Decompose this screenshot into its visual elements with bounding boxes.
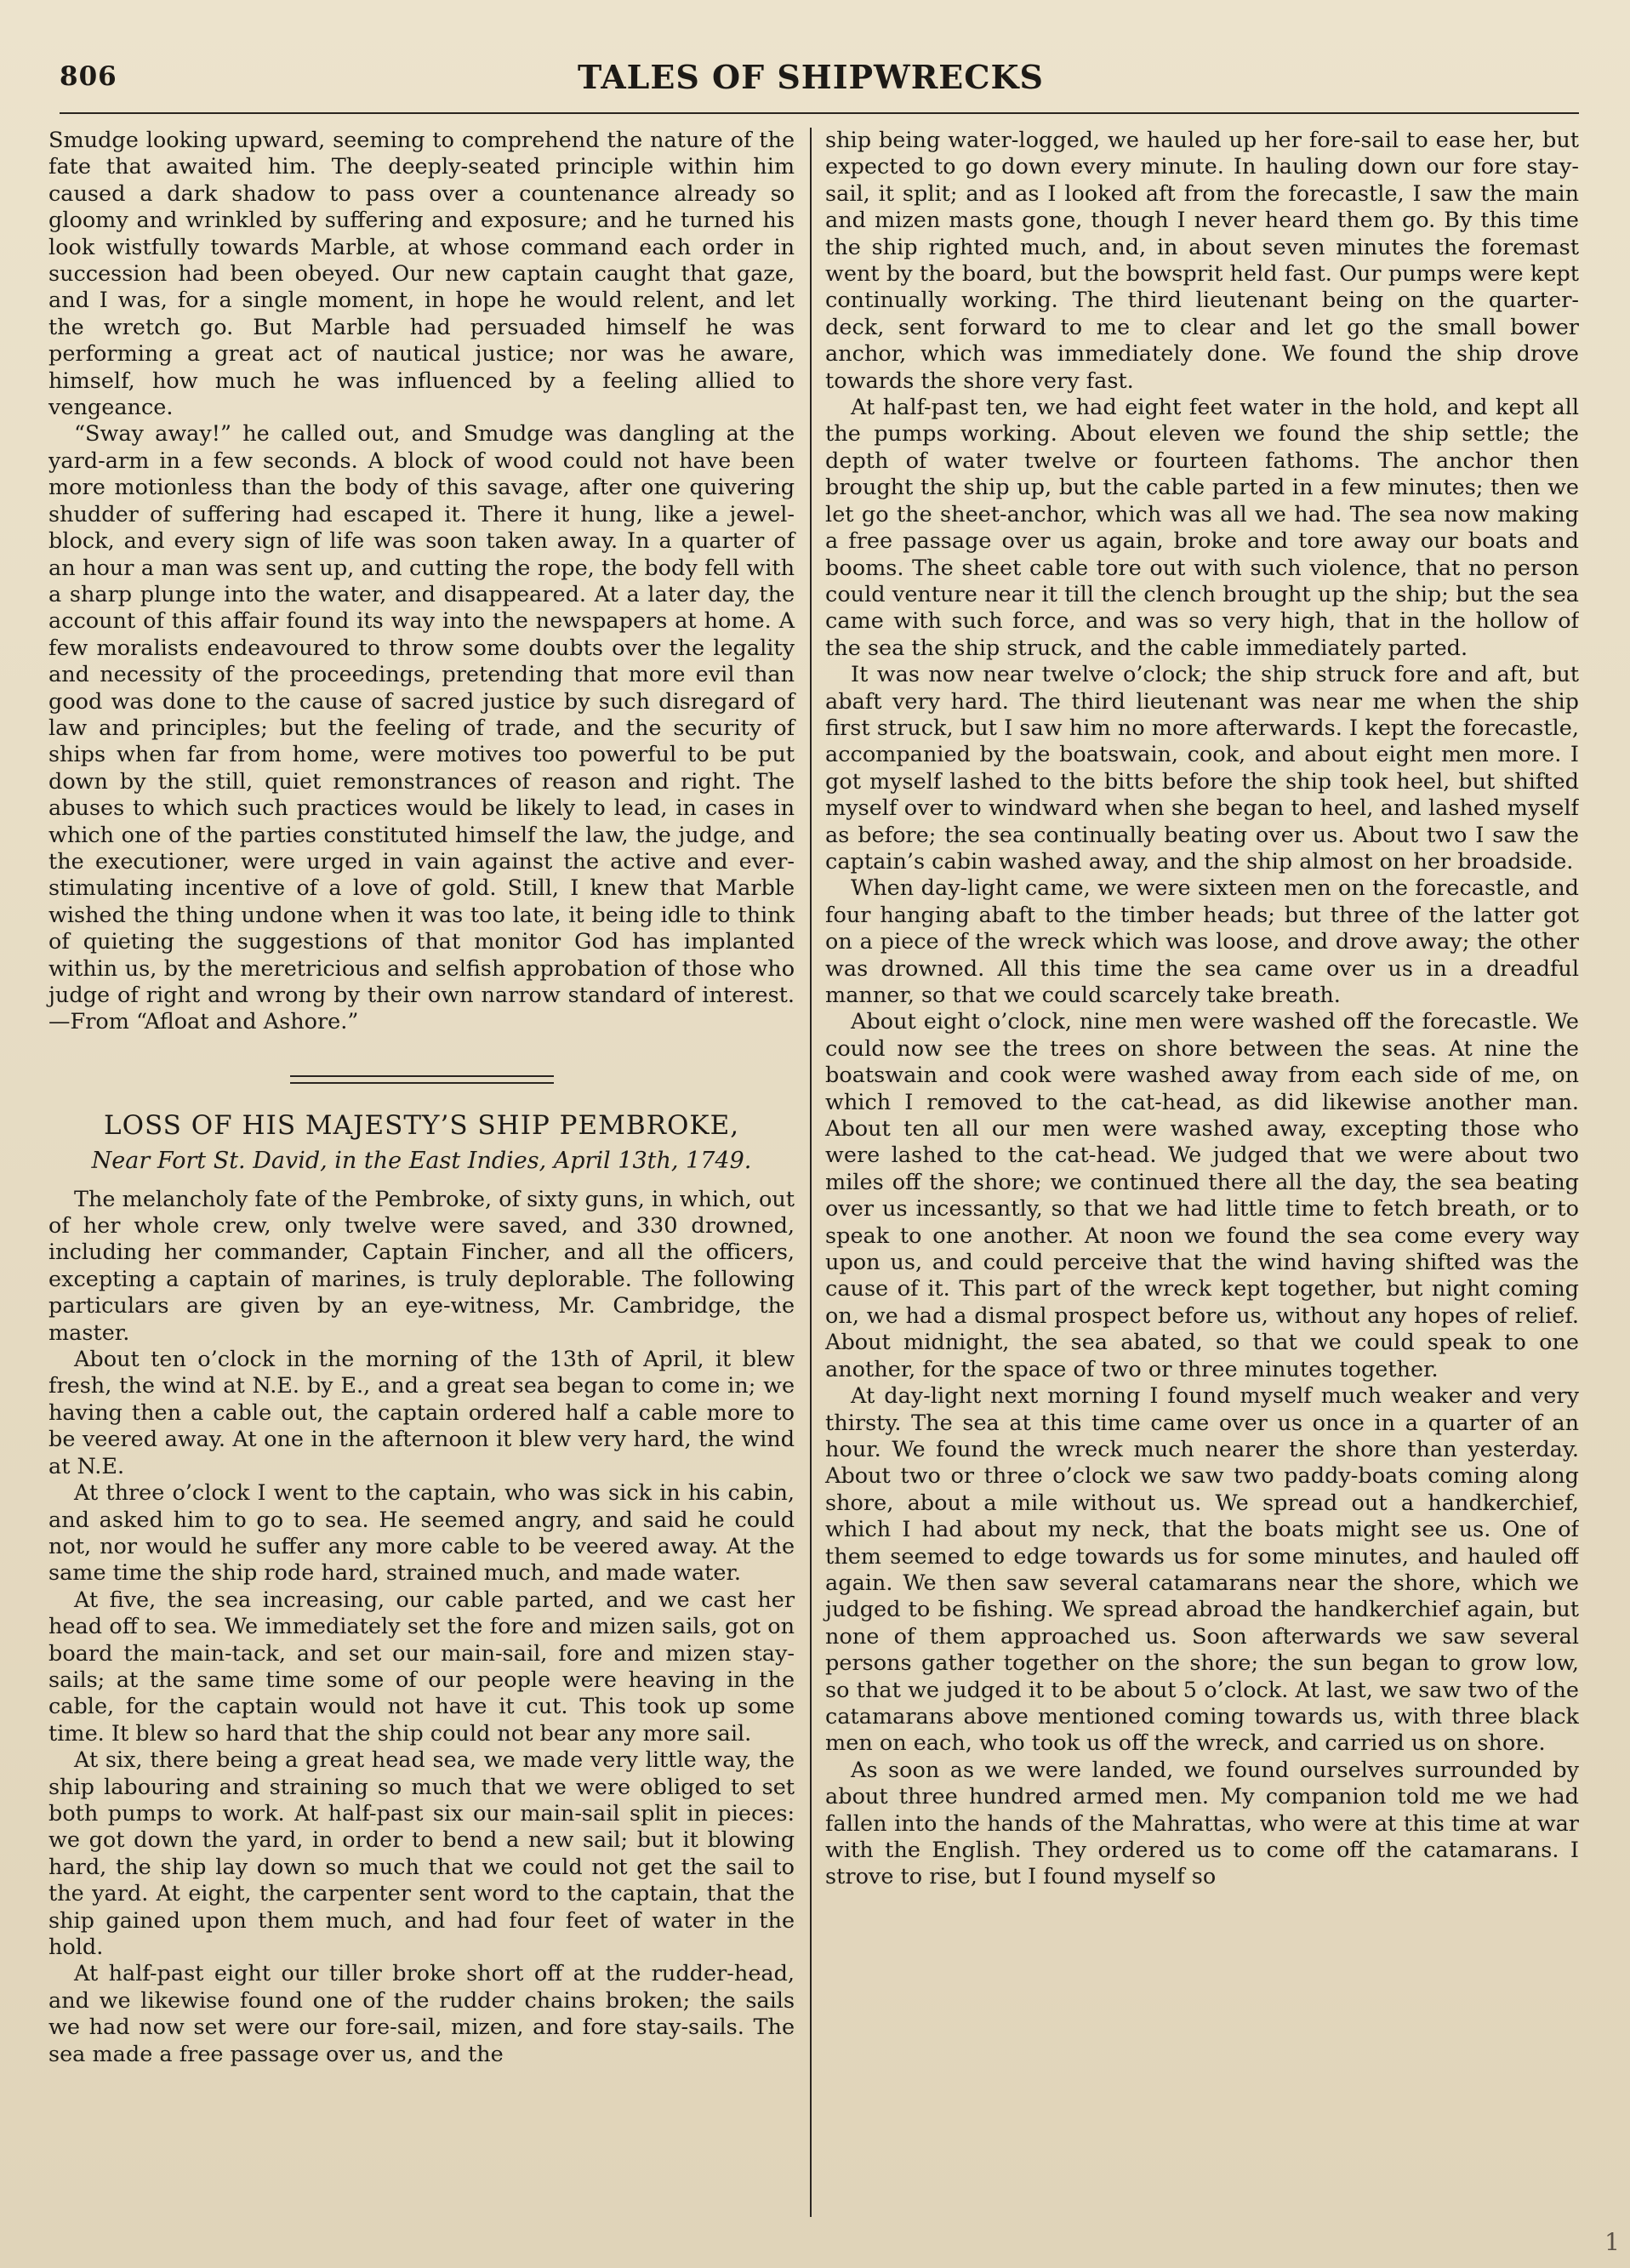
- page-number: 806: [60, 61, 117, 92]
- paragraph: At half-past ten, we had eight feet water in the hold, and kept all the pumps working. About eleven we found the ship settle; the depth of water twelve or fourteen fathoms. The anchor then brought the ship up, but the cable parted in a few minutes; then we let go the sheet-anchor, which was all we had. The sea now making a free passage over us again, broke and tore away our boats and booms. The sheet cable tore out with such violence, that no person could venture near it till the clench brought up the ship; but the sea came with such force, and was so very high, that in the hollow of the sea the ship struck, and the cable immediately parted.: [825, 395, 1579, 661]
- paragraph: When day-light came, we were sixteen men on the forecastle, and four hanging abaft to the timber heads; but three of the latter got on a piece of the wreck which was loose, and drove away; the other was drowned. All this time the sea came over us in a dreadful manner, so that we could scarcely take breath.: [825, 875, 1579, 1008]
- paragraph: At five, the sea increasing, our cable parted, and we cast her head off to sea. We immediately set the fore and mizen sails, got on board the main-tack, and set our main-sail, fore and mizen stay-sails; at the same time some of our people were heaving in the cable, for the captain would not have it cut. This took up some time. It blew so hard that the ship could not bear any more sail.: [48, 1587, 795, 1747]
- paragraph: As soon as we were landed, we found ourselves surrounded by about three hundred armed men. My companion told me we had fallen into the hands of the Mahrattas, who were at this time at war with the English. They ordered us to come off the catamarans. I strove to rise, but I found myself so: [825, 1757, 1579, 1890]
- text-columns: [43, 128, 1579, 2217]
- paragraph: About eight o’clock, nine men were washed off the forecastle. We could now see the trees on shore between the seas. At nine the boatswain and cook were washed away from each side of me, on which I removed to the cat-head, as did likewise another man. About ten all our men were washed away, excepting those who were lashed to the cat-head. We judged that we were about two miles off the shore; we continued there all the day, the sea beating over us incessantly, so that we had little time to fetch breath, or to speak to one another. At noon we found the sea come every way upon us, and could perceive that the wind having shifted was the cause of it. This part of the wreck kept together, but night coming on, we had a dismal prospect before us, without any hopes of relief. About midnight, the sea abated, so that we could speak to one another, for the space of two or three minutes together.: [825, 1009, 1579, 1382]
- paragraph: “Sway away!” he called out, and Smudge was dangling at the yard-arm in a few seconds. A block of wood could not have been more motionless than the body of this savage, after one quivering shudder of suffering had escaped it. There it hung, like a jewel-block, and every sign of life was soon taken away. In a quarter of an hour a man was sent up, and cutting the rope, the body fell with a sharp plunge into the water, and disappeared. At a later day, the account of this affair found its way into the newspapers at home. A few moralists endeavoured to throw some doubts over the legality and necessity of the proceedings, pretending that more evil than good was done to the cause of sacred justice by such disregard of law and principles; but the feeling of trade, and the security of ships when far from home, were motives too powerful to be put down by the still, quiet remonstrances of reason and right. The abuses to which such practices would be likely to lead, in cases in which one of the parties constituted himself the law, the judge, and the executioner, were urged in vain against the active and ever-stimulating incentive of a love of gold. Still, I knew that Marble wished the thing undone when it was too late, it being idle to think of quieting the suggestions of that monitor God has implanted within us, by the meretricious and selfish approbation of those who judge of right and wrong by their own narrow standard of interest.—From “Afloat and Ashore.”: [48, 421, 795, 1035]
- paragraph: It was now near twelve o’clock; the ship struck fore and aft, but abaft very hard. The third lieutenant was near me when the ship first struck, but I saw him no more afterwards. I kept the forecastle, accompanied by the boatswain, cook, and about eight men more. I got myself lashed to the bitts before the ship took heel, but shifted myself over to windward when she began to heel, and lashed myself as before; the sea continually beating over us. About two I saw the captain’s cabin washed away, and the ship almost on her broadside.: [825, 662, 1579, 875]
- left-column: [43, 128, 810, 2217]
- paragraph: At three o’clock I went to the captain, who was sick in his cabin, and asked him to go to sea. He seemed angry, and said he could not, nor would he suffer any more cable to be veered away. At the same time the ship rode hard, strained much, and made water.: [48, 1480, 795, 1587]
- page-header: [43, 53, 1579, 112]
- paragraph: About ten o’clock in the morning of the 13th of April, it blew fresh, the wind at N.E. by E., and a great sea began to come in; we having then a cable out, the captain ordered half a cable more to be veered away. At one in the afternoon it blew very hard, the wind at N.E.: [48, 1347, 795, 1479]
- paragraph: The melancholy fate of the Pembroke, of sixty guns, in which, out of her whole crew, only twelve were saved, and 330 drowned, including her commander, Captain Fincher, and all the officers, excepting a captain of marines, is truly deplorable. The following particulars are given by an eye-witness, Mr. Cambridge, the master.: [48, 1186, 795, 1346]
- paragraph: ship being water-logged, we hauled up her fore-sail to ease her, but expected to go down every minute. In hauling down our fore stay-sail, it split; and as I looked aft from the forecastle, I saw the main and mizen masts gone, though I never heard them go. By this time the ship righted much, and, in about seven minutes the foremast went by the board, but the bowsprit held fast. Our pumps were kept continually working. The third lieutenant being on the quarter-deck, sent forward to me to clear and let go the small bower anchor, which was immediately done. We found the ship drove towards the shore very fast.: [825, 128, 1579, 394]
- article-subtitle: Near Fort St. David, in the East Indies, April 13th, 1749.: [91, 1148, 752, 1175]
- corner-mark: 1: [1604, 2228, 1620, 2256]
- right-column: [812, 128, 1579, 2217]
- paragraph: At day-light next morning I found myself much weaker and very thirsty. The sea at this time came over us once in a quarter of an hour. We found the wreck much nearer the shore than yesterday. About two or three o’clock we saw two paddy-boats coming along shore, about a mile without us. We spread out a handkerchief, which I had about my neck, that the boats might see us. One of them seemed to edge towards us for some minutes, and hauled off again. We then saw several catamarans near the shore, which we judged to be fishing. We spread abroad the handkerchief again, but none of them approached us. Soon afterwards we saw several persons gather together on the shore; the sun began to grow low, so that we judged it to be about 5 o’clock. At last, we saw two of the catamarans above mentioned coming towards us, with three black men on each, who took us off the wreck, and carried us on shore.: [825, 1383, 1579, 1757]
- paragraph: At half-past eight our tiller broke short off at the rudder-head, and we likewise found one of the rudder chains broken; the sails we had now set were our fore-sail, mizen, and fore stay-sails. The sea made a free passage over us, and the: [48, 1961, 795, 2067]
- running-title: TALES OF SHIPWRECKS: [578, 58, 1044, 96]
- header-rule: [60, 112, 1579, 114]
- article-title: LOSS OF HIS MAJESTY’S SHIP PEMBROKE,: [103, 1109, 740, 1141]
- paragraph: Smudge looking upward, seeming to comprehend the nature of the fate that awaited him. The deeply-seated principle within him caused a dark shadow to pass over a countenance already so gloomy and wrinkled by suffering and exposure; and he turned his look wistfully towards Marble, at whose command each order in succession had been obeyed. Our new captain caught that gaze, and I was, for a single moment, in hope he would relent, and let the wretch go. But Marble had persuaded himself he was performing a great act of nautical justice; nor was he aware, himself, how much he was influenced by a feeling allied to vengeance.: [48, 128, 795, 421]
- paragraph: At six, there being a great head sea, we made very little way, the ship labouring and straining so much that we were obliged to set both pumps to work. At half-past six our main-sail split in pieces: we got down the yard, in order to bend a new sail; but it blowing hard, the ship lay down so much that we could not get the sail to the yard. At eight, the carpenter sent word to the captain, that the ship gained upon them much, and had four feet of water in the hold.: [48, 1747, 795, 1960]
- section-separator: [290, 1075, 554, 1084]
